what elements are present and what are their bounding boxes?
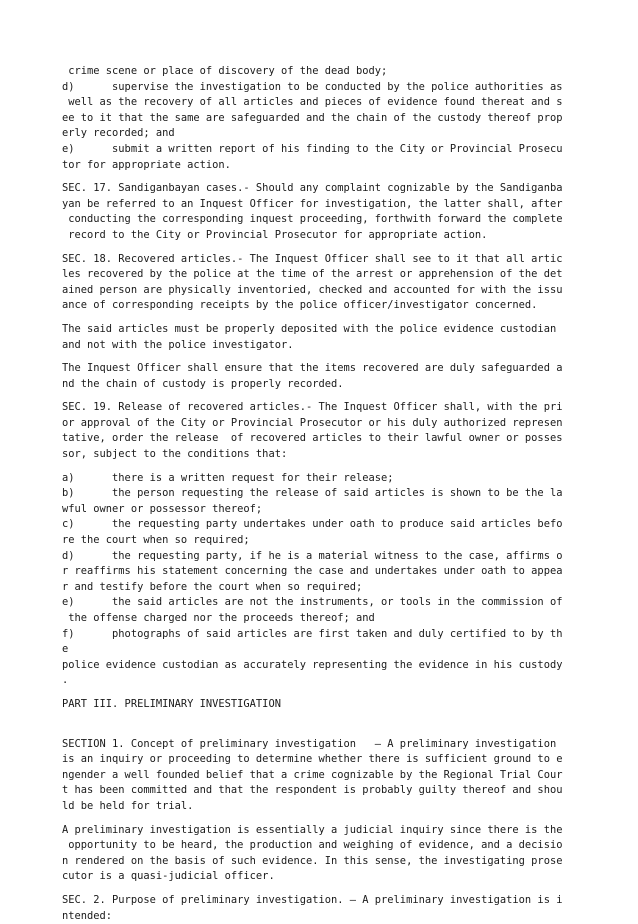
paragraph-spacer: [62, 392, 582, 400]
text-line: d) the requesting party, if he is a material witness to the case, affirms o: [62, 549, 582, 565]
text-line: erly recorded; and: [62, 126, 582, 142]
text-line: SEC. 18. Recovered articles.- The Inquest Officer shall see to it that all artic: [62, 252, 582, 268]
text-line: A preliminary investigation is essentially a judicial inquiry since there is the: [62, 823, 582, 839]
paragraph: [62, 252, 582, 314]
text-line: record to the City or Provincial Prosecutor for appropriate action.: [62, 228, 582, 244]
text-line: f) photographs of said articles are first taken and duly certified to by th: [62, 627, 582, 643]
paragraph: [62, 361, 582, 392]
paragraph-spacer: [62, 314, 582, 322]
text-line: r reaffirms his statement concerning the case and undertakes under oath to appea: [62, 564, 582, 580]
paragraph: [62, 400, 582, 462]
text-line: nd the chain of custody is properly recorded.: [62, 377, 582, 393]
paragraph-spacer: [62, 173, 582, 181]
text-line: .: [62, 673, 582, 689]
text-line: ld be held for trial.: [62, 799, 582, 815]
text-line: tative, order the release of recovered articles to their lawful owner or posses: [62, 431, 582, 447]
paragraph: [62, 64, 582, 173]
paragraph-spacer: [62, 463, 582, 471]
document-page: [62, 64, 582, 924]
text-line: and not with the police investigator.: [62, 338, 582, 354]
text-line: e) submit a written report of his finding to the City or Provincial Prosecu: [62, 142, 582, 158]
paragraph-spacer: [62, 815, 582, 823]
text-line: is an inquiry or proceeding to determine whether there is sufficient ground to e: [62, 752, 582, 768]
text-line: a) there is a written request for their release;: [62, 471, 582, 487]
text-line: t has been committed and that the respondent is probably guilty thereof and shou: [62, 783, 582, 799]
text-line: SECTION 1. Concept of preliminary investigation – A preliminary investigation: [62, 737, 582, 753]
text-line: or approval of the City or Provincial Prosecutor or his duly authorized represen: [62, 416, 582, 432]
text-line: SEC. 2. Purpose of preliminary investigation. – A preliminary investigation is i: [62, 893, 582, 909]
paragraph: [62, 737, 582, 815]
text-line: The said articles must be properly deposited with the police evidence custodian: [62, 322, 582, 338]
text-line: ained person are physically inventoried, checked and accounted for with the issu: [62, 283, 582, 299]
text-line: c) the requesting party undertakes under oath to produce said articles befo: [62, 517, 582, 533]
text-line: wful owner or possessor thereof;: [62, 502, 582, 518]
text-line: SEC. 19. Release of recovered articles.- The Inquest Officer shall, with the pri: [62, 400, 582, 416]
text-line: d) supervise the investigation to be conducted by the police authorities as: [62, 80, 582, 96]
paragraph-spacer: [62, 713, 582, 737]
text-line: yan be referred to an Inquest Officer for investigation, the latter shall, after: [62, 197, 582, 213]
text-line: r and testify before the court when so required;: [62, 580, 582, 596]
paragraph: [62, 823, 582, 885]
paragraph: [62, 181, 582, 243]
text-line: conducting the corresponding inquest proceeding, forthwith forward the complete: [62, 212, 582, 228]
text-line: ntended:: [62, 909, 582, 924]
text-line: ngender a well founded belief that a crime cognizable by the Regional Trial Cour: [62, 768, 582, 784]
text-line: ance of corresponding receipts by the police officer/investigator concerned.: [62, 298, 582, 314]
text-line: cutor is a quasi-judicial officer.: [62, 869, 582, 885]
text-line: well as the recovery of all articles and pieces of evidence found thereat and s: [62, 95, 582, 111]
text-line: SEC. 17. Sandiganbayan cases.- Should any complaint cognizable by the Sandiganba: [62, 181, 582, 197]
text-line: police evidence custodian as accurately representing the evidence in his custody: [62, 658, 582, 674]
paragraph-spacer: [62, 885, 582, 893]
paragraph-spacer: [62, 689, 582, 697]
text-line: opportunity to be heard, the production and weighing of evidence, and a decisio: [62, 838, 582, 854]
text-line: sor, subject to the conditions that:: [62, 447, 582, 463]
text-line: b) the person requesting the release of said articles is shown to be the la: [62, 486, 582, 502]
text-line: tor for appropriate action.: [62, 158, 582, 174]
text-line: e: [62, 642, 582, 658]
paragraph: [62, 471, 582, 689]
text-line: the offense charged nor the proceeds thereof; and: [62, 611, 582, 627]
text-line: n rendered on the basis of such evidence. In this sense, the investigating prose: [62, 854, 582, 870]
text-line: les recovered by the police at the time of the arrest or apprehension of the det: [62, 267, 582, 283]
text-line: The Inquest Officer shall ensure that the items recovered are duly safeguarded a: [62, 361, 582, 377]
text-line: ee to it that the same are safeguarded and the chain of the custody thereof prop: [62, 111, 582, 127]
paragraph: [62, 322, 582, 353]
text-line: e) the said articles are not the instruments, or tools in the commission of: [62, 595, 582, 611]
paragraph: [62, 893, 582, 924]
text-line: PART III. PRELIMINARY INVESTIGATION: [62, 697, 582, 713]
paragraph-spacer: [62, 353, 582, 361]
paragraph-spacer: [62, 244, 582, 252]
text-line: crime scene or place of discovery of the dead body;: [62, 64, 582, 80]
text-line: re the court when so required;: [62, 533, 582, 549]
paragraph: [62, 697, 582, 713]
